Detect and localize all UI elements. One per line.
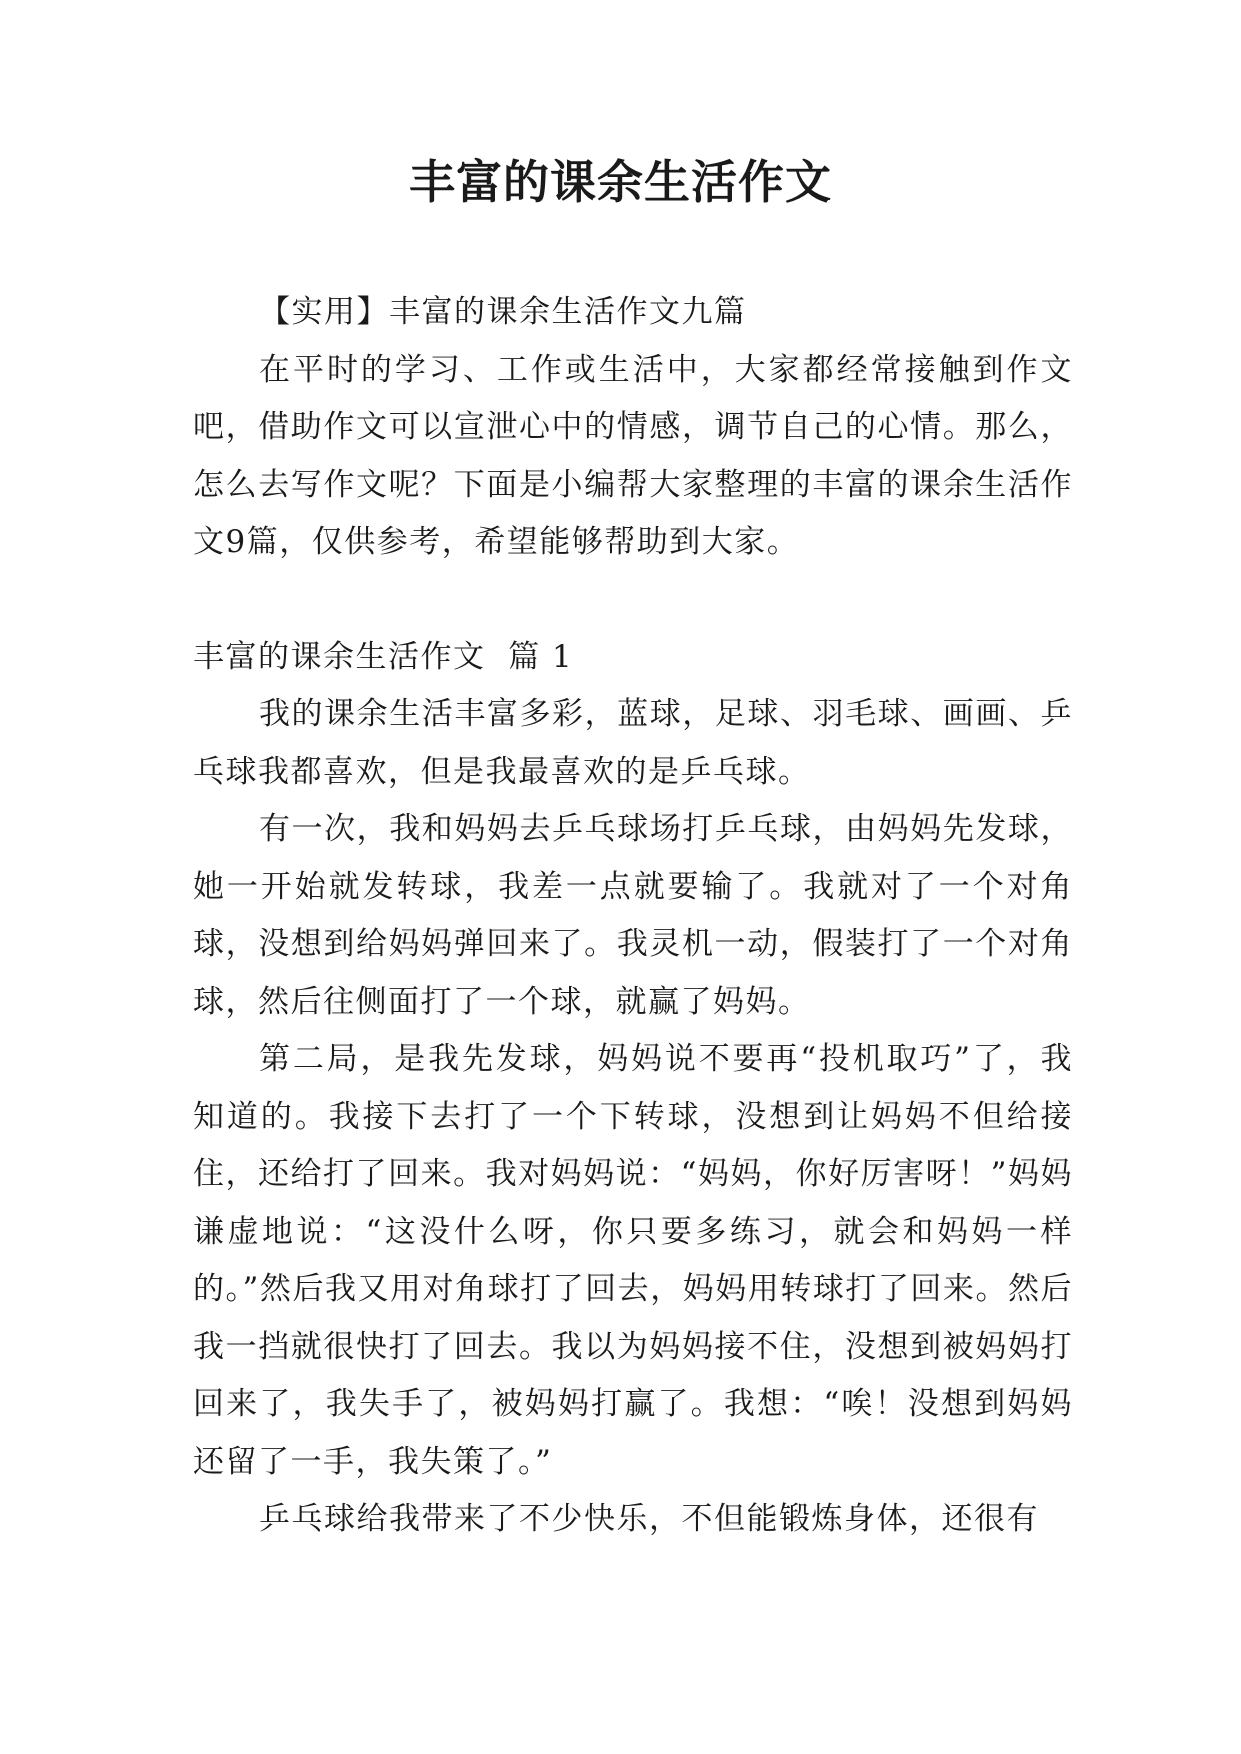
section-spacer bbox=[193, 572, 1073, 629]
body-paragraph: 有一次，我和妈妈去乒乓球场打乒乓球，由妈妈先发球，她一开始就发转球，我差一点就要输了。我就对了一个对角球，没想到给妈妈弹回来了。我灵机一动，假装打了一个对角球，然后往侧面打了一个球，就赢了妈妈。 bbox=[193, 811, 1073, 1020]
body-paragraph: 乒乓球给我带来了不少快乐，不但能锻炼身体，还很有 bbox=[259, 1501, 1039, 1537]
document-body bbox=[193, 284, 1073, 1549]
section-heading: 丰富的课余生活作文 篇 1 bbox=[193, 638, 574, 675]
body-paragraph: 第二局，是我先发球，妈妈说不要再“投机取巧”了，我知道的。我接下去打了一个下转球，没想到让妈妈不但给接住，还给打了回来。我对妈妈说：“妈妈，你好厉害呀！”妈妈谦虚地说：“这没什么呀，你只要多练习，就会和妈妈一样的。”然后我又用对角球打了回去，妈妈用转球打了回来。然后我一挡就很快打了回去。我以为妈妈接不住，没想到被妈妈打回来了，我失手了，被妈妈打赢了。我想：“唉！没想到妈妈还留了一手，我失策了。” bbox=[193, 1041, 1073, 1480]
intro-paragraph: 在平时的学习、工作或生活中，大家都经常接触到作文吧，借助作文可以宣泄心中的情感，调节自己的心情。那么，怎么去写作文呢？下面是小编帮大家整理的丰富的课余生活作文9篇，仅供参考，希望能够帮助到大家。 bbox=[193, 351, 1073, 560]
body-paragraph: 我的课余生活丰富多彩，蓝球，足球、羽毛球、画画、乒乓球我都喜欢，但是我最喜欢的是乒乓球。 bbox=[193, 696, 1073, 790]
document-subtitle: 【实用】丰富的课余生活作文九篇 bbox=[259, 294, 747, 330]
document-title: 丰富的课余生活作文 bbox=[409, 155, 832, 209]
